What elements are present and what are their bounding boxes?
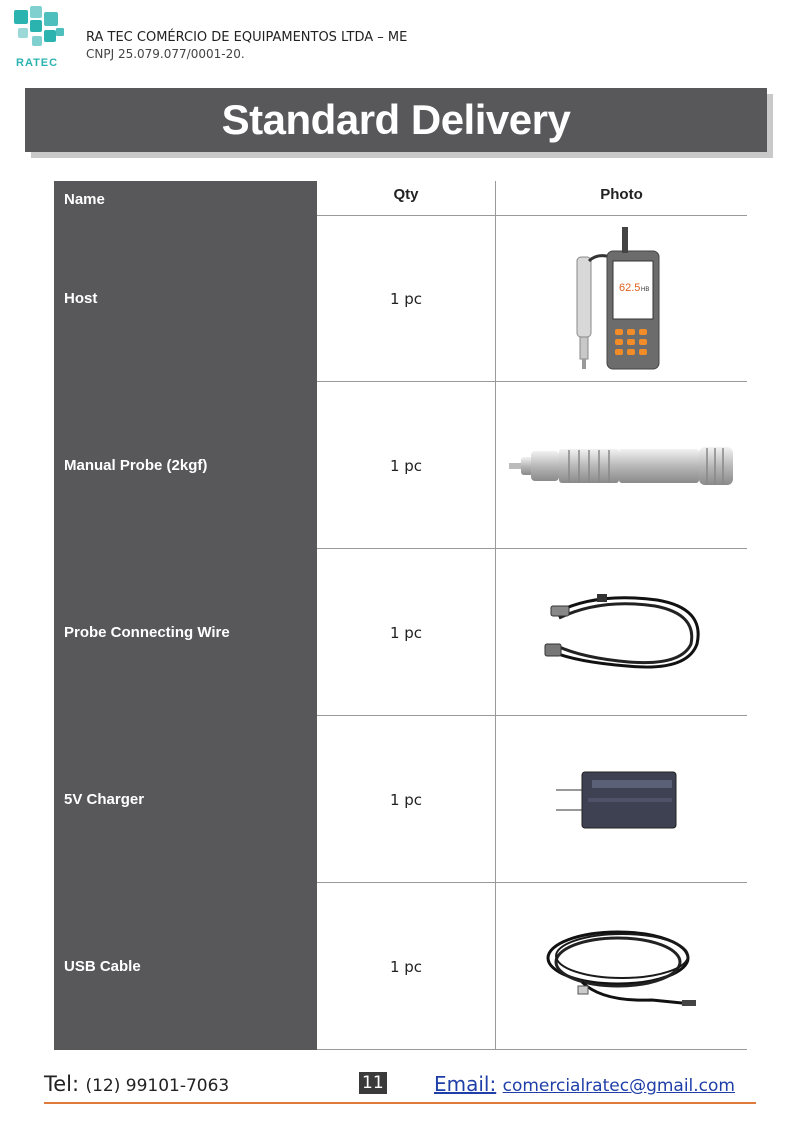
header-name: Name xyxy=(54,181,317,215)
page-title: Standard Delivery xyxy=(221,96,571,143)
hardness-tester-host-photo-icon xyxy=(567,221,677,377)
item-photo xyxy=(495,382,747,549)
item-qty: 1 pc xyxy=(389,957,423,976)
header-qty: Qty xyxy=(393,186,419,203)
table-row xyxy=(54,716,747,883)
divider xyxy=(317,1049,747,1050)
ratec-logo xyxy=(8,2,68,72)
page-footer xyxy=(44,1070,756,1106)
company-name: RA TEC COMÉRCIO DE EQUIPAMENTOS LTDA – ME xyxy=(86,30,408,45)
footer-rule xyxy=(44,1102,756,1104)
connecting-wire-photo-icon xyxy=(537,588,707,678)
item-name: 5V Charger xyxy=(54,716,317,883)
item-photo xyxy=(495,215,747,382)
table-row xyxy=(54,215,747,382)
item-name: Host xyxy=(54,215,317,382)
phone-contact xyxy=(44,1072,229,1096)
table-row xyxy=(54,382,747,549)
table-row xyxy=(54,883,747,1050)
company-cnpj: CNPJ 25.079.077/0001-20. xyxy=(86,47,245,61)
item-photo xyxy=(495,716,747,883)
company-info xyxy=(86,30,407,62)
item-name: Probe Connecting Wire xyxy=(54,549,317,716)
table-row xyxy=(54,549,747,716)
email-contact xyxy=(434,1072,735,1096)
usb-cable-photo-icon xyxy=(542,922,702,1012)
header-photo: Photo xyxy=(495,181,747,215)
table-header xyxy=(54,181,747,215)
item-name: Manual Probe (2kgf) xyxy=(54,382,317,549)
logo-text: RATEC xyxy=(16,57,59,69)
item-qty: 1 pc xyxy=(389,623,423,642)
item-qty: 1 pc xyxy=(389,289,423,308)
host-screen-unit: HB xyxy=(640,286,649,293)
tel-label: Tel: xyxy=(44,1072,80,1096)
host-screen-value: 62.5 xyxy=(618,281,640,294)
item-photo xyxy=(495,883,747,1050)
item-photo xyxy=(495,549,747,716)
charger-photo-icon xyxy=(552,768,692,832)
item-qty: 1 pc xyxy=(389,456,423,475)
item-name: USB Cable xyxy=(54,883,317,1050)
delivery-table xyxy=(54,181,747,1050)
manual-probe-photo-icon xyxy=(509,441,735,491)
tel-number: (12) 99101-7063 xyxy=(85,1076,230,1096)
email-label: Email: xyxy=(434,1072,497,1096)
email-link[interactable]: comercialratec@gmail.com xyxy=(502,1076,735,1096)
title-banner xyxy=(25,88,767,152)
item-qty: 1 pc xyxy=(389,790,423,809)
page-number: 11 xyxy=(359,1072,387,1094)
